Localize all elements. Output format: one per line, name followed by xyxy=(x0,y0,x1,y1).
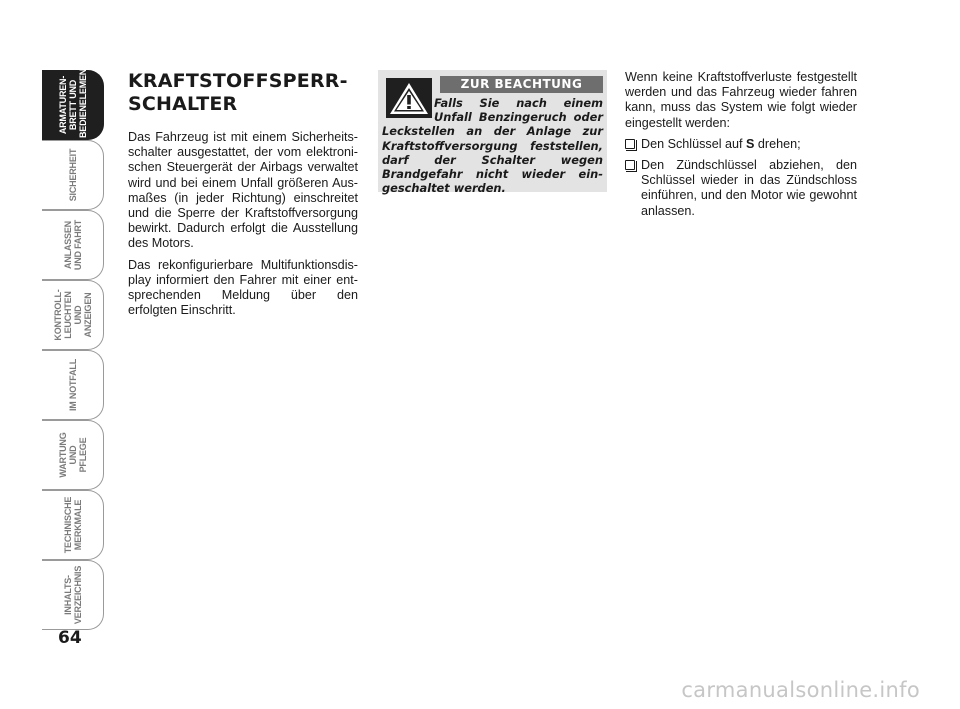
paragraph: Das rekonfigurierbare Multifunktionsdisplay informiert den Fahrer mit einer entsprechenden Meldung über den erfolgten Einschritt. xyxy=(128,257,358,318)
paragraph: Das Fahrzeug ist mit einem Sicherheitsschalter ausgestattet, der vom elektronischen Steuergerät der Airbags verwaltet wird und bei einem Unfall größeren Ausmaßes (in jeder Richtung) einschreitet und die Sperre der Kraftstoffversorgung bewirkt. Dadurch erfolgt die Ausstellung des Motors. xyxy=(128,130,358,251)
reset-instructions xyxy=(625,70,857,225)
warning-text xyxy=(382,96,603,195)
tab-label: ANLASSEN UND FAHRT xyxy=(62,219,83,271)
checkbox-bullet-icon xyxy=(625,160,635,170)
step-item xyxy=(625,158,857,219)
tab-sicherheit[interactable] xyxy=(42,140,104,210)
tab-label: ARMATUREN- BRETT UND BEDIENELEMENTE xyxy=(57,57,88,138)
tab-technische-merkmale[interactable] xyxy=(42,490,104,560)
icon-spacer xyxy=(382,96,434,124)
step-item xyxy=(625,137,857,152)
tab-label: IM NOTFALL xyxy=(67,359,78,411)
tab-kontrollleuchten[interactable] xyxy=(42,280,104,350)
step-text: drehen; xyxy=(754,136,801,151)
tab-im-notfall[interactable] xyxy=(42,350,104,420)
step-text: Den Schlüssel auf xyxy=(641,136,747,151)
tab-label: KONTROLL- LEUCHTEN UND ANZEIGEN xyxy=(52,289,93,341)
tab-label: SICHERHEIT xyxy=(67,148,78,202)
tab-armaturenbrett[interactable] xyxy=(42,57,104,140)
tab-label: WARTUNG UND PFLEGE xyxy=(57,432,88,478)
page-number: 64 xyxy=(58,628,82,648)
warning-box xyxy=(378,70,607,196)
reset-intro: Wenn keine Kraftstoffverluste festgestellt werden und das Fahrzeug wieder fahren kann, muss das System wie folgt wieder eingestellt werden: xyxy=(625,70,857,130)
tab-label: TECHNISCHE MERKMALE xyxy=(62,496,83,554)
warning-title: ZUR BEACHTUNG xyxy=(440,76,603,93)
section-body xyxy=(128,130,358,324)
key-position: S xyxy=(746,136,755,151)
tab-label: INHALTS- VERZEICHNIS xyxy=(62,565,83,625)
checkbox-bullet-icon xyxy=(625,139,635,149)
step-text: Den Zündschlüssel abziehen, den Schlüssel wieder in das Zündschloss einführen, und den Motor wie gewohnt anlassen. xyxy=(641,158,857,218)
tab-anlassen-und-fahrt[interactable] xyxy=(42,210,104,280)
section-title: KRAFTSTOFFSPERR- SCHALTER xyxy=(128,70,348,115)
warning-text-content: Falls Sie nach einem Unfall Benzingeruch oder Leckstellen an der Anlage zur Kraftstoffversorgung feststellen, darf der Schalter wegen Brandgefahr nicht wieder eingeschaltet werden. xyxy=(382,96,603,196)
tab-wartung-und-pflege[interactable] xyxy=(42,420,104,490)
watermark: carmanualsonline.info xyxy=(681,678,920,702)
tab-inhaltsverzeichnis[interactable] xyxy=(42,560,104,630)
